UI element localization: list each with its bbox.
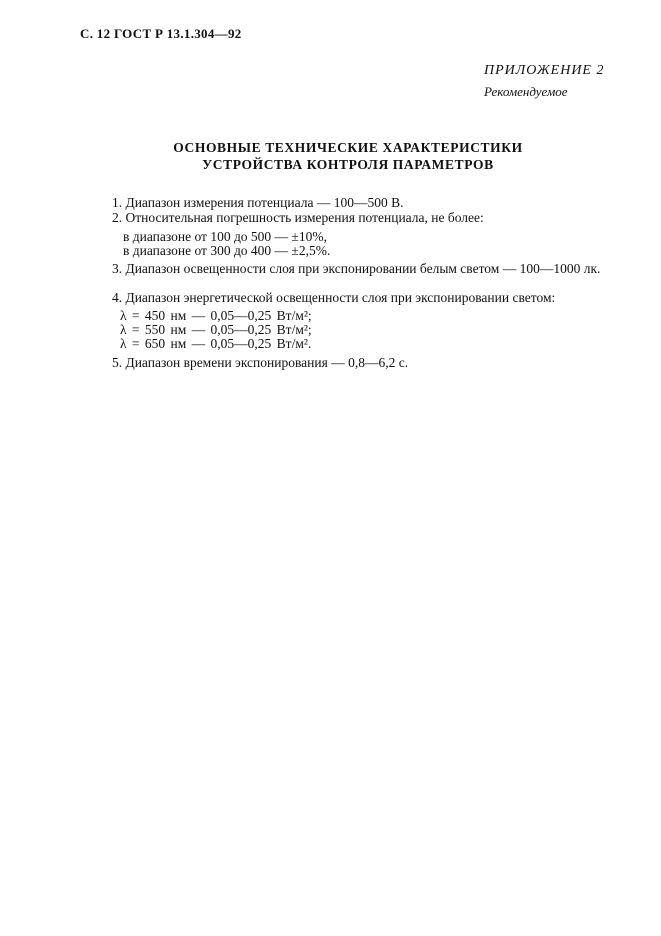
item-2: 2. Относительная погрешность измерения потенциала, не более: [112,210,484,225]
item-1: 1. Диапазон измерения потенциала — 100—500 В. [112,195,404,210]
item-4-sub-b: λ = 550 нм — 0,05—0,25 Вт/м²; [120,322,312,337]
document-title-line-2: УСТРОЙСТВА КОНТРОЛЯ ПАРАМЕТРОВ [202,157,494,172]
item-2-sub-a: в диапазоне от 100 до 500 — ±10%, [123,229,327,244]
item-3: 3. Диапазон освещенности слоя при экспонировании белым светом — 100—1000 лк. [112,261,601,276]
appendix-status: Рекомендуемое [484,84,568,99]
item-2-sub-b: в диапазоне от 300 до 400 — ±2,5%. [123,243,331,258]
page-header: С. 12 ГОСТ Р 13.1.304—92 [80,26,242,41]
document-title-line-1: ОСНОВНЫЕ ТЕХНИЧЕСКИЕ ХАРАКТЕРИСТИКИ [173,140,523,155]
item-5: 5. Диапазон времени экспонирования — 0,8—6,2 с. [112,355,409,370]
appendix-label: ПРИЛОЖЕНИЕ 2 [484,63,605,78]
item-4-sub-a: λ = 450 нм — 0,05—0,25 Вт/м²; [120,308,312,323]
item-4: 4. Диапазон энергетической освещенности слоя при экспонировании светом: [112,290,556,305]
item-4-sub-c: λ = 650 нм — 0,05—0,25 Вт/м². [120,336,312,351]
